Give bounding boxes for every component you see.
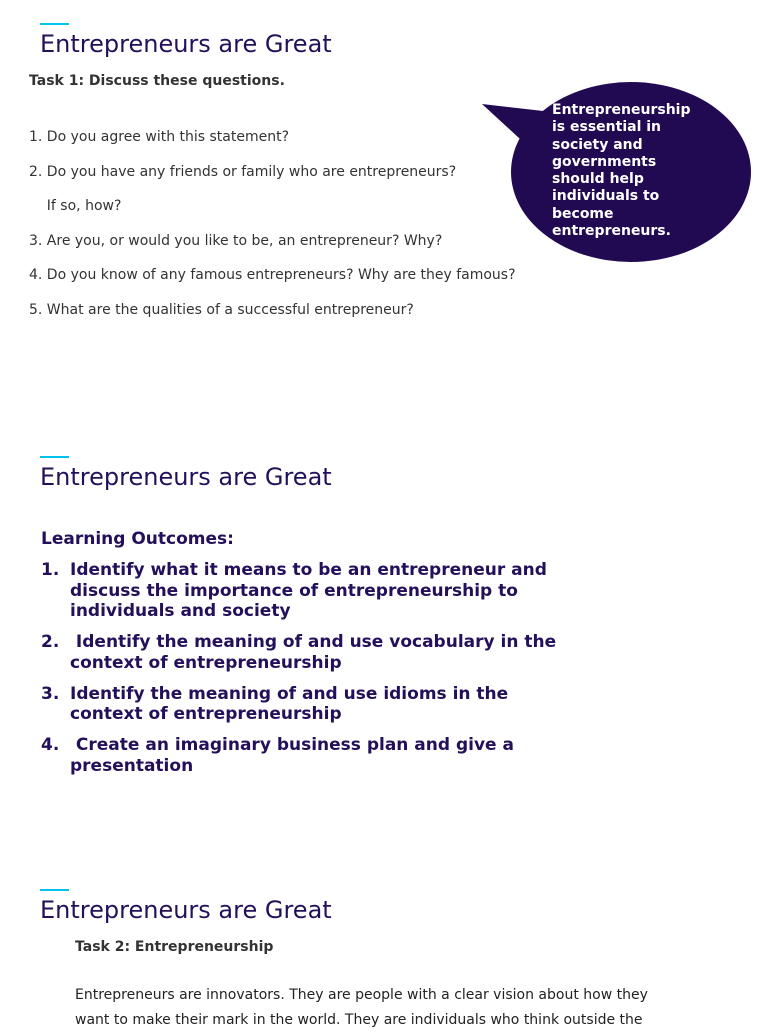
outcome-number: 1. [41,560,60,580]
slide-title: Entrepreneurs are Great [40,463,332,491]
outcome-number: 4. [41,734,60,755]
task-heading: Task 2: Entrepreneurship [75,939,274,955]
outcome-text: Identify the meaning of and use vocabulary in the context of entrepreneurship [70,632,563,673]
learning-outcomes-list [41,560,581,786]
slide-title: Entrepreneurs are Great [40,30,332,58]
learning-outcome-item [41,632,581,673]
learning-outcomes-heading: Learning Outcomes: [41,529,234,549]
outcome-text: Create an imaginary business plan and give a presentation [70,734,520,776]
title-accent-line [40,889,69,891]
slide-3 [0,866,768,1028]
learning-outcome-item [41,684,581,725]
question-item: 3. Are you, or would you like to be, an entrepreneur? Why? [29,232,443,249]
question-item: 2. Do you have any friends or family who are entrepreneurs? [29,163,457,180]
outcome-text: Identify what it means to be an entrepreneur and discuss the importance of entrepreneurship to individuals and society [70,560,553,622]
learning-outcome-item [41,735,581,776]
question-item: If so, how? [29,198,122,214]
question-list [29,127,516,334]
question-item: 4. Do you know of any famous entrepreneurs? Why are they famous? [29,267,516,283]
outcome-number: 3. [41,683,60,704]
task-heading: Task 1: Discuss these questions. [29,73,285,89]
slide-1 [0,0,768,420]
outcome-text: Identify the meaning of and use idioms in the context of entrepreneurship [70,683,515,725]
title-accent-line [40,456,69,458]
question-item: 5. What are the qualities of a successful entrepreneur? [29,301,414,318]
speech-bubble [480,80,755,265]
outcome-number: 2. [41,632,60,653]
question-item: 1. Do you agree with this statement? [29,129,290,145]
speech-bubble-text: Entrepreneurship is essential in society and governments should help individuals to become entrepreneurs. [552,102,691,240]
body-paragraph: Entrepreneurs are innovators. They are people with a clear vision about how they want to make their mark in the world. They are individuals who think outside the [75,987,648,1028]
slide-title: Entrepreneurs are Great [40,896,332,924]
learning-outcome-item [41,560,581,622]
title-accent-line [40,23,69,25]
slide-2 [0,433,768,853]
